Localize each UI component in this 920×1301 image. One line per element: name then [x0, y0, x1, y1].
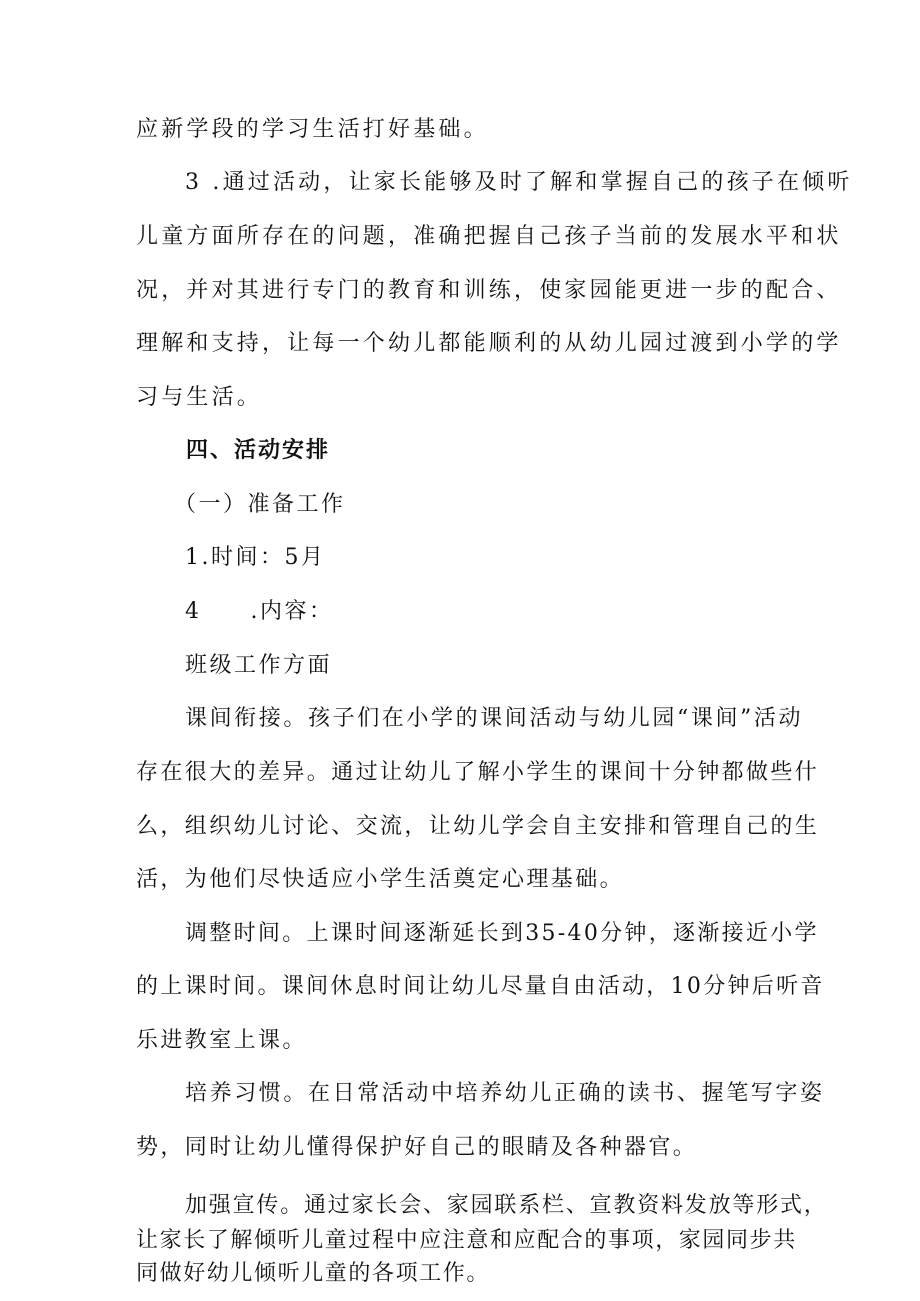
- paragraph-line: 的上课时间。课间休息时间让幼儿尽量自由活动，10分钟后听音: [136, 974, 825, 999]
- paragraph-line: 乐进教室上课。: [136, 1028, 307, 1053]
- paragraph-line: 加强宣传。通过家长会、家园联系栏、宣教资料发放等形式，: [185, 1193, 828, 1218]
- paragraph-line: 让家长了解倾听儿童过程中应注意和应配合的事项，家园同步共: [136, 1228, 797, 1253]
- list-item-time: 1.时间：5月: [185, 545, 326, 570]
- subheading-class-work: 班级工作方面: [185, 653, 333, 678]
- list-item-content: 4 .内容：: [185, 599, 334, 624]
- paragraph-line: 课间衔接。孩子们在小学的课间活动与幼儿园“课间”活动: [185, 706, 804, 731]
- paragraph-line: 调整时间。上课时间逐渐延长到35-40分钟，逐渐接近小学: [185, 921, 819, 946]
- paragraph-line: 培养习惯。在日常活动中培养幼儿正确的读书、握笔写字姿: [185, 1081, 825, 1106]
- paragraph-line: 势，同时让幼儿懂得保护好自己的眼睛及各种器官。: [136, 1135, 698, 1160]
- paragraph-line: 3 .通过活动，让家长能够及时了解和掌握自己的孩子在倾听: [185, 170, 853, 195]
- paragraph-line: 理解和支持，让每一个幼儿都能顺利的从幼儿园过渡到小学的学: [136, 331, 842, 356]
- paragraph-line: 应新学段的学习生活打好基础。: [136, 117, 489, 142]
- subsection-heading: （一）准备工作: [174, 492, 346, 517]
- paragraph-line: 习与生活。: [136, 385, 263, 410]
- paragraph-line: 存在很大的差异。通过让幼儿了解小学生的课间十分钟都做些什: [136, 760, 820, 785]
- section-heading: 四、活动安排: [186, 438, 331, 463]
- paragraph-line: 么，组织幼儿讨论、交流，让幼儿学会自主安排和管理自己的生: [136, 814, 820, 839]
- paragraph-line: 活，为他们尽快适应小学生活奠定心理基础。: [136, 867, 625, 892]
- paragraph-line: 况，并对其进行专门的教育和训练，使家园能更进一步的配合、: [136, 278, 842, 303]
- paragraph-line: 儿童方面所存在的问题，准确把握自己孩子当前的发展水平和状: [136, 224, 842, 249]
- paragraph-line: 同做好幼儿倾听儿童的各项工作。: [136, 1261, 491, 1286]
